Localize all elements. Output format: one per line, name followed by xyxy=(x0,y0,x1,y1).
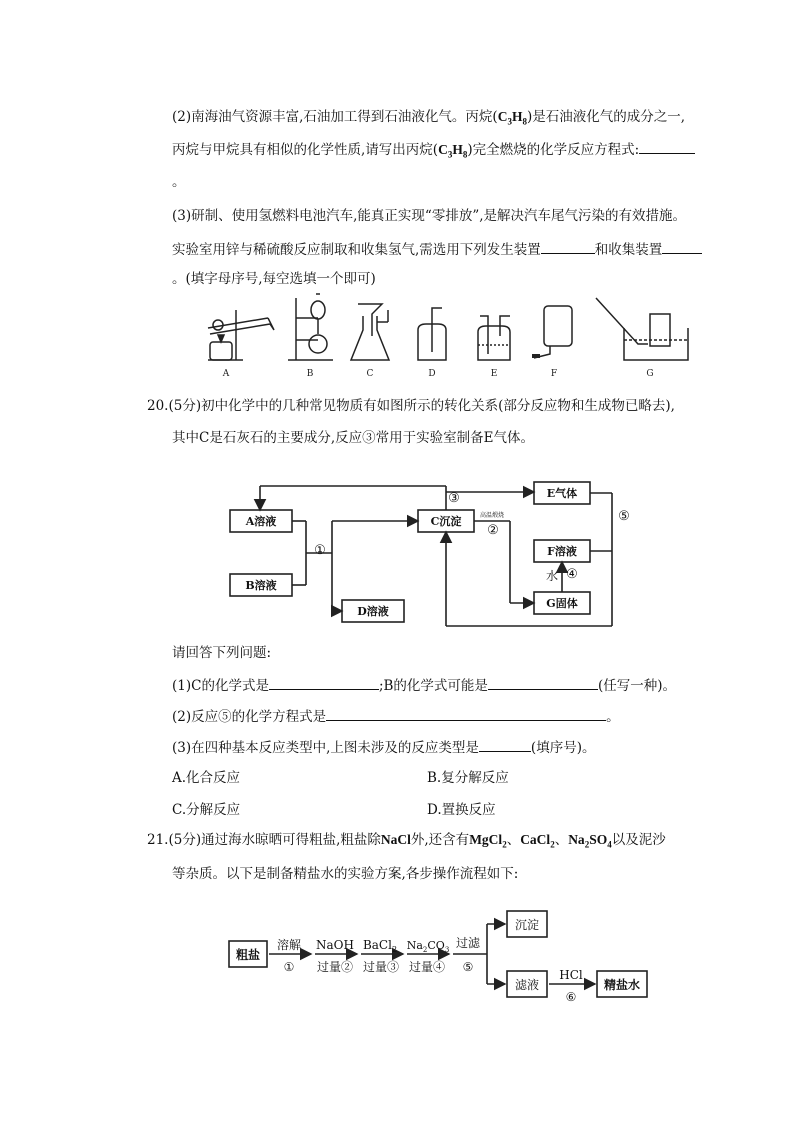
brine-label: 精盐水 xyxy=(603,978,641,992)
hcl-label: HCl xyxy=(559,968,583,982)
apparatus-a xyxy=(208,310,274,360)
box-e-label: E气体 xyxy=(546,487,578,500)
box-g-label: G固体 xyxy=(546,597,578,610)
answer-blank-c-formula[interactable] xyxy=(269,675,379,690)
high-temp-label: 高温煅烧 xyxy=(479,512,505,519)
box-b-label: B溶液 xyxy=(245,579,277,592)
q20-line1: 20.(5分)初中化学中的几种常见物质有如图所示的转化关系(部分反应物和生成物已略去), xyxy=(147,398,675,414)
q19-part2-line1 xyxy=(172,107,685,132)
apparatus-label-b: B xyxy=(306,369,314,379)
q19-part3-line1: (3)研制、使用氢燃料电池汽车,能真正实现“零排放”,是解决汽车尾气污染的有效措施。 xyxy=(172,208,687,224)
apparatus-e xyxy=(478,316,510,360)
apparatus-label-d: D xyxy=(428,369,436,379)
precipitate-label: 沉淀 xyxy=(514,918,540,932)
q19-part3-line2: 实验室用锌与稀硫酸反应制取和收集氢气,需选用下列发生装置 和收集装置 xyxy=(172,239,702,260)
option-d[interactable]: D.置换反应 xyxy=(427,802,496,818)
naoh-label: NaOH xyxy=(316,938,354,952)
transformation-diagram xyxy=(222,474,662,634)
apparatus-label-a: A xyxy=(222,369,230,379)
bacl2-label: BaCl$_2$ xyxy=(362,938,398,954)
q20-question2: (2)反应⑤的化学方程式是 。 xyxy=(172,706,620,727)
apparatus-label-g: G xyxy=(646,369,654,379)
apparatus-g xyxy=(596,298,688,360)
answer-blank-reaction-type[interactable] xyxy=(479,737,531,752)
q21-line1: 21.(5分)通过海水晾晒可得粗盐,粗盐除NaCl外,还含有MgCl$_2$、CaCl$_2$、$Na_2SO_4$以及泥沙 xyxy=(147,832,666,850)
step-5-label: ⑤ xyxy=(462,960,474,974)
q20-question3: (3)在四种基本反应类型中,上图未涉及的反应类型是 (填序号)。 xyxy=(172,737,595,758)
q19-part2-line2: 丙烷与甲烷具有相似的化学性质,请写出丙烷$(C_3H_8)$完全燃烧的化学反应方程式: xyxy=(172,139,695,165)
process-flow-diagram xyxy=(225,905,665,1015)
q20-prompt: 请回答下列问题: xyxy=(172,645,272,661)
apparatus-f xyxy=(532,306,572,358)
box-a-label: A溶液 xyxy=(245,515,277,528)
answer-blank-b-formula[interactable] xyxy=(488,675,598,690)
apparatus-label-c: C xyxy=(366,369,374,379)
apparatus-d xyxy=(418,308,446,360)
answer-blank-equation-5[interactable] xyxy=(326,706,606,721)
q19-part2-line3: 。 xyxy=(172,174,186,190)
reaction-4-label: ④ xyxy=(566,567,578,582)
reaction-5-label: ⑤ xyxy=(618,509,630,524)
step-dissolve-label: 溶解 xyxy=(276,938,302,952)
reaction-1-label: ① xyxy=(314,543,326,558)
propane-formula: $C_3H_8$ xyxy=(497,109,527,127)
box-f-label: F溶液 xyxy=(547,545,577,558)
q20-question1: (1)C的化学式是 ;B的化学式可能是 (任写一种)。 xyxy=(172,675,676,696)
option-a[interactable]: A.化合反应 xyxy=(172,770,241,786)
option-c[interactable]: C.分解反应 xyxy=(172,802,241,818)
option-b[interactable]: B.复分解反应 xyxy=(427,770,509,786)
excess-4-label: 过量④ xyxy=(408,960,446,974)
filtrate-label: 滤液 xyxy=(514,978,540,992)
na2co3-label: $Na_2CO_3$ xyxy=(406,939,450,954)
crude-salt-label: 粗盐 xyxy=(235,948,261,962)
excess-3-label: 过量③ xyxy=(362,960,400,974)
step-1-label: ① xyxy=(283,960,295,974)
apparatus-b xyxy=(288,294,333,360)
apparatus-label-f: F xyxy=(550,369,558,379)
box-d-label: D溶液 xyxy=(357,605,389,618)
water-label: 水 xyxy=(545,569,559,583)
q21-line2: 等杂质。以下是制备精盐水的实验方案,各步操作流程如下: xyxy=(172,866,519,882)
answer-blank-generator[interactable] xyxy=(541,239,595,254)
answer-blank-equation[interactable] xyxy=(639,139,695,154)
reaction-3-label: ③ xyxy=(448,491,460,506)
q19-part3-line3: 。(填字母序号,每空选填一个即可) xyxy=(172,271,376,287)
q20-line2: 其中C是石灰石的主要成分,反应③常用于实验室制备E气体。 xyxy=(172,430,534,446)
apparatus-label-e: E xyxy=(490,369,498,379)
propane-formula: $C_3H_8$ xyxy=(438,142,468,160)
apparatus-figure xyxy=(188,290,708,380)
filter-label: 过滤 xyxy=(455,936,481,950)
reaction-2-label: ② xyxy=(487,523,499,538)
step-6-label: ⑥ xyxy=(565,990,577,1004)
q19-part2-text-a: (2)南海油气资源丰富,石油加工得到石油液化气。丙烷( xyxy=(172,109,498,125)
apparatus-c xyxy=(351,304,389,360)
q19-part2-text-b: )是石油液化气的成分之一, xyxy=(526,109,686,125)
excess-2-label: 过量② xyxy=(316,960,354,974)
box-c-label: C沉淀 xyxy=(430,515,462,528)
answer-blank-collector[interactable] xyxy=(662,239,702,254)
